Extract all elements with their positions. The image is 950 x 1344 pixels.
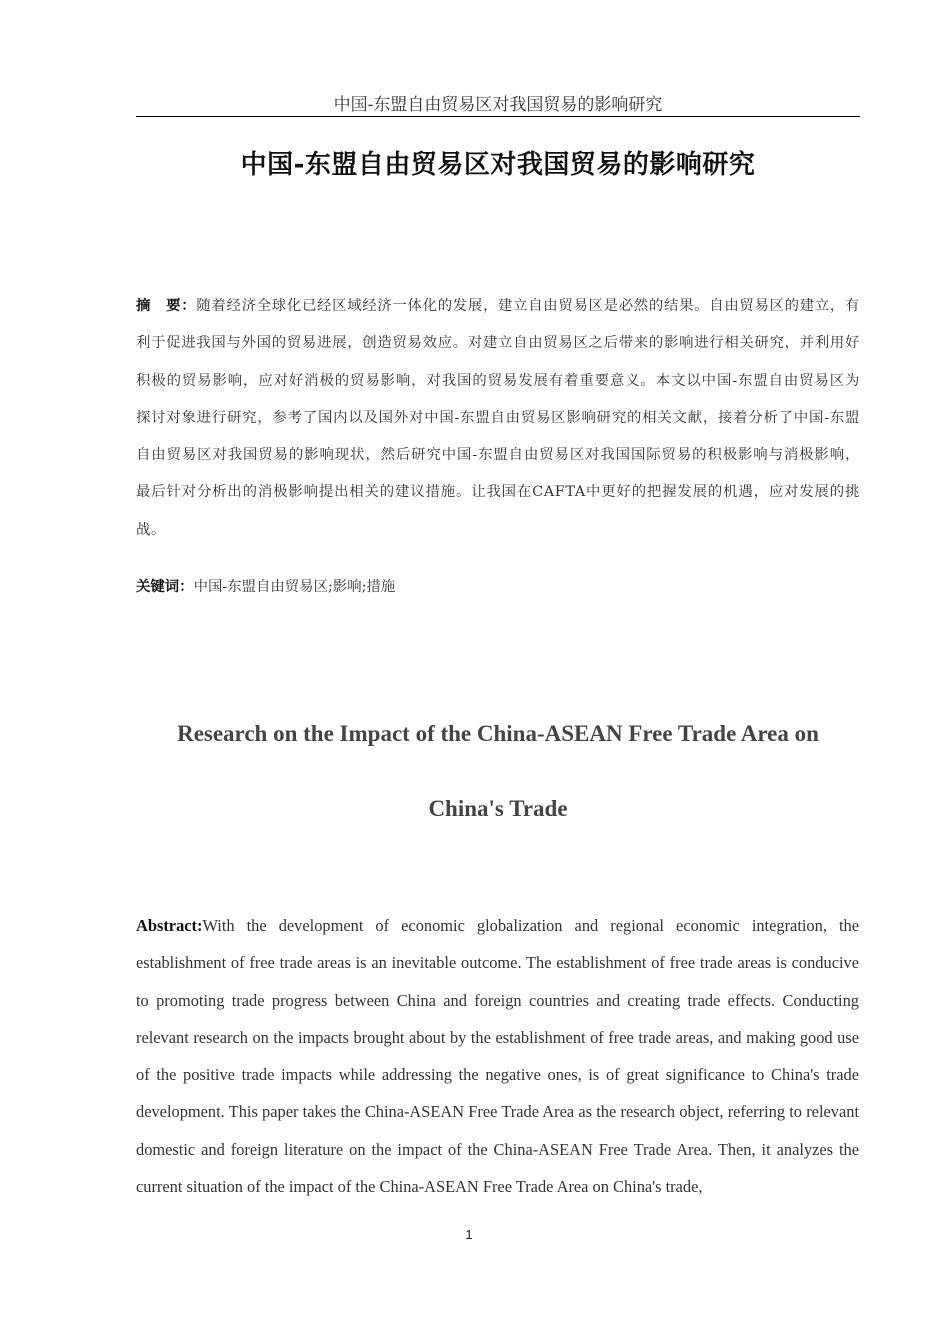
running-header (136, 90, 860, 117)
english-abstract-label: Abstract: (136, 916, 203, 935)
english-title (136, 696, 860, 846)
chinese-abstract-label: 摘 要： (136, 298, 197, 314)
chinese-abstract-text: 随着经济全球化已经区域经济一体化的发展，建立自由贸易区是必然的结果。自由贸易区的建立，有利于促进我国与外国的贸易进展，创造贸易效应。对建立自由贸易区之后带来的影响进行相关研究，并利用好积极的贸易影响，应对好消极的贸易影响，对我国的贸易发展有着重要意义。本文以中国-东盟自由贸易区为探讨对象进行研究，参考了国内以及国外对中国-东盟自由贸易区影响研究的相关文献，接着分析了中国-东盟自由贸易区对我国贸易的影响现状，然后研究中国-东盟自由贸易区对我国国际贸易的积极影响与消极影响，最后针对分析出的消极影响提出相关的建议措施。让我国在CAFTA中更好的把握发展的机遇，应对发展的挑战。 (136, 298, 860, 538)
running-header-title: 中国-东盟自由贸易区对我国贸易的影响研究 (333, 95, 663, 115)
english-abstract (136, 907, 859, 1205)
chinese-abstract (136, 288, 860, 549)
english-title-line-1: Research on the Impact of the China-ASEAN Free Trade Area on (177, 721, 819, 746)
page-number: 1 (465, 1227, 473, 1242)
english-title-line-2: China's Trade (428, 796, 568, 821)
chinese-keywords-label: 关键词： (136, 579, 194, 595)
chinese-keywords-text: 中国-东盟自由贸易区;影响;措施 (193, 579, 396, 595)
english-abstract-text: With the development of economic globalization and regional economic integration, the establishment of free trade areas is an inevitable outcome. The establishment of free trade areas is conducive to promoting trade progress between China and foreign countries and creating trade effects. Conducting relevant research on the impacts brought about by the establishment of free trade areas, and making good use of the positive trade impacts while addressing the negative ones, is of great significance to China's trade development. This paper takes the China-ASEAN Free Trade Area as the research object, referring to relevant domestic and foreign literature on the impact of the China-ASEAN Free Trade Area. Then, it analyzes the current situation of the impact of the China-ASEAN Free Trade Area on China's trade, (136, 916, 859, 1197)
chinese-keywords (136, 572, 860, 602)
chinese-title: 中国-东盟自由贸易区对我国贸易的影响研究 (240, 150, 756, 180)
